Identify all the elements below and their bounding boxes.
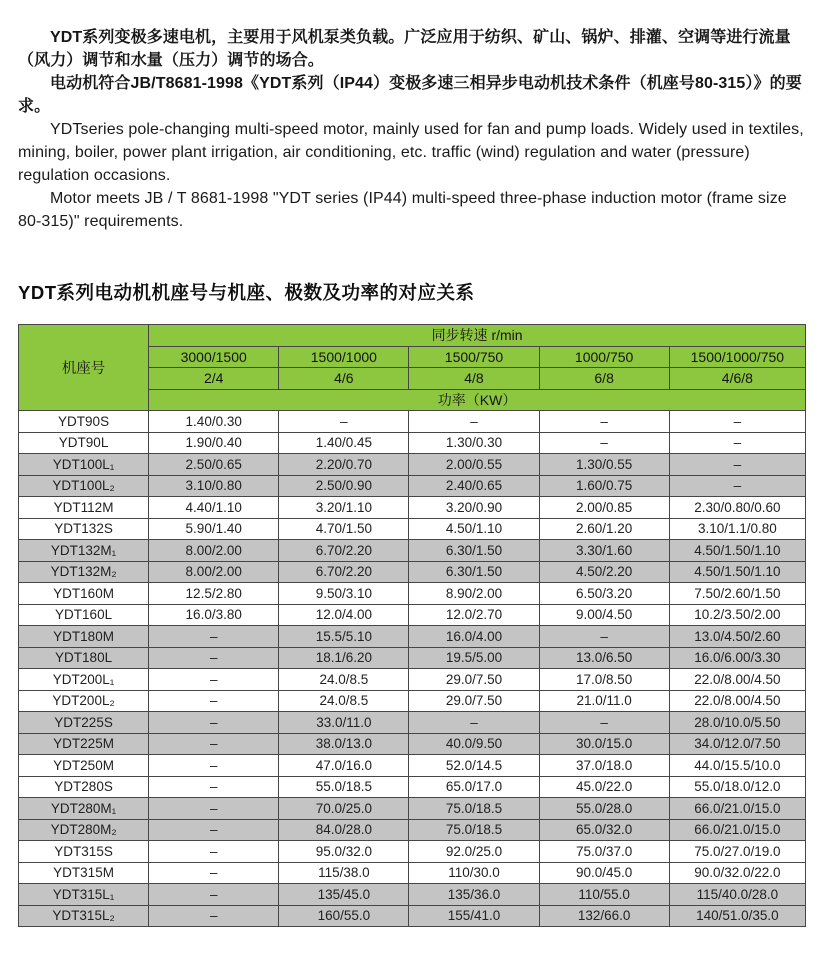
cell-power: – [149,862,279,884]
cell-power: 4.50/1.10 [409,518,539,540]
header-speed-2: 1500/750 [409,346,539,368]
cell-power: – [539,626,669,648]
cell-model: YDT180M [19,626,149,648]
cell-power: – [279,411,409,433]
cell-power: 2.50/0.90 [279,475,409,497]
paragraph-zh-2: 电动机符合JB/T8681-1998《YDT系列（IP44）变极多速三相异步电动机技术条件（机座号80-315）》的要求。 [18,75,802,115]
cell-power: 84.0/28.0 [279,819,409,841]
cell-power: 2.30/0.80/0.60 [669,497,805,519]
cell-power: 40.0/9.50 [409,733,539,755]
cell-model: YDT90S [19,411,149,433]
cell-power: 135/45.0 [279,884,409,906]
cell-power: 12.0/2.70 [409,604,539,626]
cell-power: 1.90/0.40 [149,432,279,454]
header-speed-0: 3000/1500 [149,346,279,368]
cell-power: 92.0/25.0 [409,841,539,863]
cell-model: YDT250M [19,755,149,777]
cell-power: 6.70/2.20 [279,540,409,562]
header-power: 功率（KW） [149,389,806,411]
cell-power: 22.0/8.00/4.50 [669,669,805,691]
table-row [19,841,806,863]
table-row [19,776,806,798]
table-row [19,518,806,540]
table-row [19,647,806,669]
cell-power: 3.10/1.1/0.80 [669,518,805,540]
header-poles-0: 2/4 [149,368,279,390]
cell-power: 6.50/3.20 [539,583,669,605]
cell-power: 2.20/0.70 [279,454,409,476]
cell-power: 8.90/2.00 [409,583,539,605]
header-sync-speed: 同步转速 r/min [149,325,806,347]
cell-power: 33.0/11.0 [279,712,409,734]
cell-model: YDT160M [19,583,149,605]
header-poles-4: 4/6/8 [669,368,805,390]
cell-power: – [409,411,539,433]
table-row [19,712,806,734]
cell-power: 13.0/6.50 [539,647,669,669]
cell-power: 16.0/3.80 [149,604,279,626]
cell-power: – [149,712,279,734]
cell-power: – [149,690,279,712]
header-speed-4: 1500/1000/750 [669,346,805,368]
cell-power: 12.5/2.80 [149,583,279,605]
table-row [19,497,806,519]
cell-model: YDT200L₁ [19,669,149,691]
intro-text [18,26,806,233]
cell-power: 8.00/2.00 [149,561,279,583]
cell-power: 38.0/13.0 [279,733,409,755]
cell-power: 8.00/2.00 [149,540,279,562]
cell-power: 52.0/14.5 [409,755,539,777]
motor-spec-table [18,324,806,927]
header-speed-3: 1000/750 [539,346,669,368]
cell-model: YDT112M [19,497,149,519]
cell-power: 37.0/18.0 [539,755,669,777]
cell-power: 75.0/18.5 [409,798,539,820]
cell-model: YDT132M₂ [19,561,149,583]
cell-power: 15.5/5.10 [279,626,409,648]
cell-power: 10.2/3.50/2.00 [669,604,805,626]
cell-power: – [149,841,279,863]
cell-power: 160/55.0 [279,905,409,927]
cell-power: 75.0/37.0 [539,841,669,863]
header-poles-3: 6/8 [539,368,669,390]
cell-model: YDT100L₂ [19,475,149,497]
cell-model: YDT132S [19,518,149,540]
cell-power: 16.0/4.00 [409,626,539,648]
header-speed-1: 1500/1000 [279,346,409,368]
cell-model: YDT315S [19,841,149,863]
cell-power: 19.5/5.00 [409,647,539,669]
cell-power: – [669,411,805,433]
cell-power: – [539,411,669,433]
table-row [19,798,806,820]
cell-power: 55.0/18.5 [279,776,409,798]
cell-model: YDT225M [19,733,149,755]
cell-power: 3.20/1.10 [279,497,409,519]
cell-power: 3.30/1.60 [539,540,669,562]
cell-power: 55.0/28.0 [539,798,669,820]
cell-power: 44.0/15.5/10.0 [669,755,805,777]
cell-power: 2.00/0.85 [539,497,669,519]
cell-power: 66.0/21.0/15.0 [669,819,805,841]
table-body [19,411,806,927]
cell-power: – [539,712,669,734]
cell-power: 16.0/6.00/3.30 [669,647,805,669]
cell-power: 9.00/4.50 [539,604,669,626]
paragraph-zh-1: YDT系列变极多速电机，主要用于风机泵类负载。广泛应用于纺织、矿山、锅炉、排灌、空调等进行流量（风力）调节和水量（压力）调节的场合。 [18,29,791,69]
paragraph-en-2: Motor meets JB / T 8681-1998 "YDT series (IP44) multi-speed three-phase induction motor (frame size 80-315)" requirements. [18,190,787,230]
table-row [19,626,806,648]
cell-power: 90.0/45.0 [539,862,669,884]
cell-power: 75.0/27.0/19.0 [669,841,805,863]
cell-power: – [409,712,539,734]
header-poles-2: 4/8 [409,368,539,390]
cell-power: – [149,626,279,648]
cell-power: 3.20/0.90 [409,497,539,519]
cell-power: – [149,755,279,777]
cell-model: YDT90L [19,432,149,454]
cell-power: – [669,432,805,454]
cell-power: 34.0/12.0/7.50 [669,733,805,755]
cell-power: 29.0/7.50 [409,669,539,691]
paragraph-en-1: YDTseries pole-changing multi-speed motor, mainly used for fan and pump loads. Widely used in textiles, mining, boiler, power plant irrigation, air conditioning, etc. traffic (wind) regulation and water (pressure) regulation occasions. [18,121,804,184]
cell-power: 135/36.0 [409,884,539,906]
cell-power: – [149,733,279,755]
cell-model: YDT315L₂ [19,905,149,927]
cell-power: 29.0/7.50 [409,690,539,712]
cell-power: – [149,647,279,669]
cell-power: 75.0/18.5 [409,819,539,841]
cell-power: 6.30/1.50 [409,540,539,562]
cell-power: 2.40/0.65 [409,475,539,497]
cell-power: 115/40.0/28.0 [669,884,805,906]
cell-power: 4.40/1.10 [149,497,279,519]
cell-power: 65.0/17.0 [409,776,539,798]
cell-power: 4.50/2.20 [539,561,669,583]
table-row [19,454,806,476]
cell-power: 21.0/11.0 [539,690,669,712]
header-frame-size: 机座号 [19,325,149,411]
cell-power: – [669,475,805,497]
cell-power: 2.60/1.20 [539,518,669,540]
cell-power: 47.0/16.0 [279,755,409,777]
table-header [19,325,806,411]
cell-model: YDT315L₁ [19,884,149,906]
cell-power: 6.70/2.20 [279,561,409,583]
cell-power: 1.30/0.55 [539,454,669,476]
table-row [19,669,806,691]
cell-power: – [539,432,669,454]
cell-power: 9.50/3.10 [279,583,409,605]
table-row [19,819,806,841]
cell-power: – [149,905,279,927]
table-row [19,690,806,712]
cell-model: YDT225S [19,712,149,734]
cell-model: YDT280M₂ [19,819,149,841]
cell-power: 110/30.0 [409,862,539,884]
cell-power: 95.0/32.0 [279,841,409,863]
cell-power: – [669,454,805,476]
cell-power: 24.0/8.5 [279,669,409,691]
table-row [19,733,806,755]
cell-power: 24.0/8.5 [279,690,409,712]
table-row [19,755,806,777]
cell-power: 4.70/1.50 [279,518,409,540]
cell-power: 90.0/32.0/22.0 [669,862,805,884]
cell-power: 2.00/0.55 [409,454,539,476]
cell-power: 22.0/8.00/4.50 [669,690,805,712]
cell-power: 1.60/0.75 [539,475,669,497]
table-row [19,604,806,626]
cell-power: 1.40/0.45 [279,432,409,454]
table-row [19,862,806,884]
table-row [19,432,806,454]
cell-model: YDT280M₁ [19,798,149,820]
header-row-speed-title [19,325,806,347]
cell-power: 30.0/15.0 [539,733,669,755]
table-row [19,561,806,583]
cell-power: 17.0/8.50 [539,669,669,691]
table-row [19,475,806,497]
cell-power: 115/38.0 [279,862,409,884]
cell-power: 4.50/1.50/1.10 [669,561,805,583]
cell-power: – [149,669,279,691]
cell-power: 110/55.0 [539,884,669,906]
table-row [19,540,806,562]
cell-power: 55.0/18.0/12.0 [669,776,805,798]
cell-model: YDT280S [19,776,149,798]
table-row [19,583,806,605]
cell-power: 13.0/4.50/2.60 [669,626,805,648]
cell-power: 6.30/1.50 [409,561,539,583]
cell-model: YDT315M [19,862,149,884]
cell-power: 2.50/0.65 [149,454,279,476]
cell-power: – [149,776,279,798]
cell-power: 7.50/2.60/1.50 [669,583,805,605]
cell-model: YDT200L₂ [19,690,149,712]
cell-power: 3.10/0.80 [149,475,279,497]
cell-power: 45.0/22.0 [539,776,669,798]
cell-power: 1.40/0.30 [149,411,279,433]
cell-power: – [149,884,279,906]
table-row [19,884,806,906]
cell-power: 132/66.0 [539,905,669,927]
section-title: YDT系列电动机机座号与机座、极数及功率的对应关系 [18,282,475,303]
cell-power: 155/41.0 [409,905,539,927]
cell-power: – [149,819,279,841]
cell-power: 140/51.0/35.0 [669,905,805,927]
cell-model: YDT180L [19,647,149,669]
cell-power: – [149,798,279,820]
cell-power: 70.0/25.0 [279,798,409,820]
cell-power: 4.50/1.50/1.10 [669,540,805,562]
cell-power: 66.0/21.0/15.0 [669,798,805,820]
cell-power: 1.30/0.30 [409,432,539,454]
cell-model: YDT100L₁ [19,454,149,476]
cell-power: 18.1/6.20 [279,647,409,669]
header-poles-1: 4/6 [279,368,409,390]
cell-power: 5.90/1.40 [149,518,279,540]
cell-power: 28.0/10.0/5.50 [669,712,805,734]
cell-power: 12.0/4.00 [279,604,409,626]
table-row [19,411,806,433]
cell-model: YDT132M₁ [19,540,149,562]
table-row [19,905,806,927]
cell-model: YDT160L [19,604,149,626]
cell-power: 65.0/32.0 [539,819,669,841]
